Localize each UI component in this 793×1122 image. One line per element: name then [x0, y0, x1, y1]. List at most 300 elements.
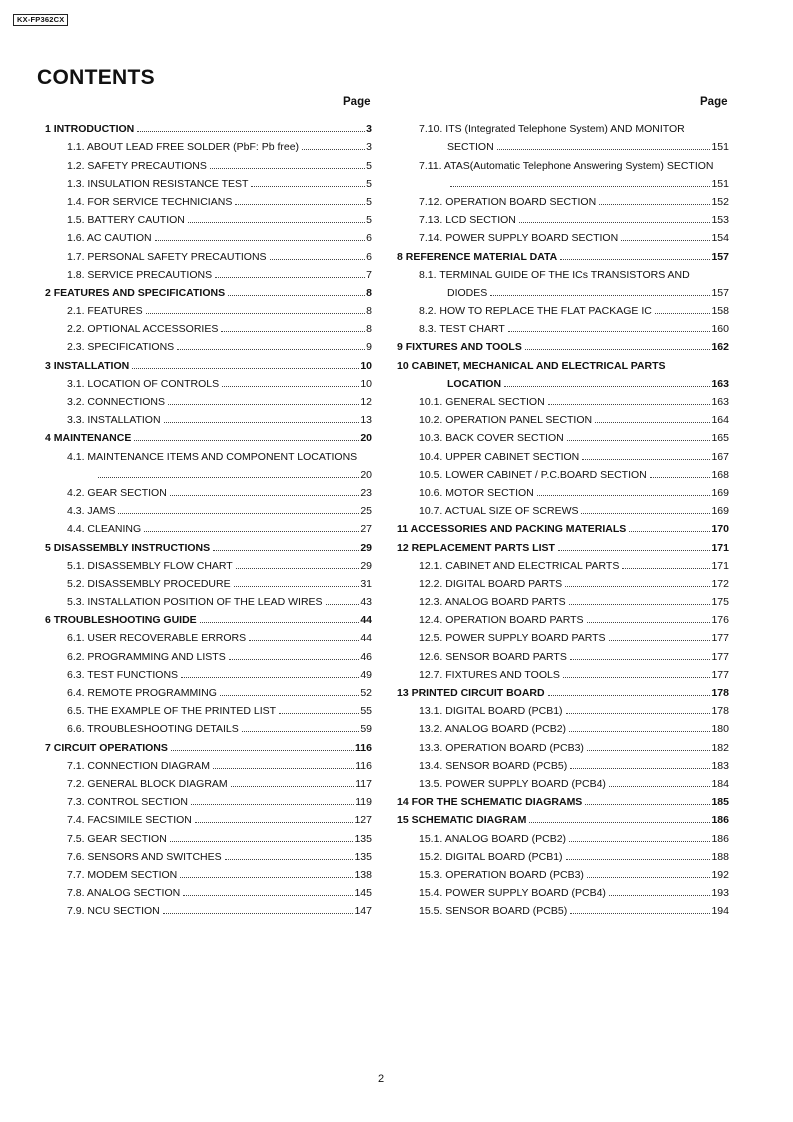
dot-leader	[599, 203, 710, 205]
toc-entry-page: 192	[711, 868, 729, 881]
toc-entry-page: 147	[354, 905, 372, 918]
toc-entry-page: 49	[360, 668, 372, 681]
toc-entry-label: 1.4. FOR SERVICE TECHNICIANS	[67, 195, 233, 208]
dot-leader	[251, 185, 365, 187]
toc-entry-page: 172	[711, 577, 729, 590]
toc-entry-label: 2.3. SPECIFICATIONS	[67, 341, 175, 354]
toc-entry[interactable]	[45, 135, 372, 153]
toc-entry-page: 135	[354, 850, 372, 863]
dot-leader	[188, 221, 365, 223]
toc-entry-page: 116	[355, 759, 372, 772]
toc-entry[interactable]	[45, 845, 372, 863]
toc-entry[interactable]	[45, 681, 372, 699]
toc-entry[interactable]	[397, 408, 729, 426]
dot-leader	[236, 567, 360, 569]
toc-entry-label: 15.4. POWER SUPPLY BOARD (PCB4)	[419, 887, 606, 900]
toc-entry-page: 29	[360, 559, 372, 572]
toc-entry-label: 15.2. DIGITAL BOARD (PCB1)	[419, 850, 563, 863]
toc-entry[interactable]	[397, 426, 729, 444]
dot-leader	[566, 712, 711, 714]
dot-leader	[655, 312, 711, 314]
dot-leader	[213, 767, 354, 769]
dot-leader	[177, 348, 365, 350]
toc-entry-label: 7.7. MODEM SECTION	[67, 868, 178, 881]
toc-entry[interactable]	[45, 172, 372, 190]
toc-entry[interactable]	[397, 263, 729, 281]
toc-entry[interactable]	[45, 281, 372, 299]
toc-entry[interactable]	[45, 263, 372, 281]
toc-entry-label: DIODES	[447, 286, 488, 299]
toc-entry-page: 5	[366, 214, 372, 227]
page-number: 2	[378, 1073, 385, 1085]
toc-entry-label: 7.9. NCU SECTION	[67, 905, 160, 918]
toc-entry-page: 163	[711, 377, 729, 390]
toc-entry[interactable]	[45, 772, 372, 790]
toc-entry[interactable]	[397, 572, 729, 590]
toc-entry[interactable]	[45, 372, 372, 390]
toc-entry[interactable]	[397, 299, 729, 317]
toc-entry-label: 1.5. BATTERY CAUTION	[67, 214, 185, 227]
toc-entry-page: 162	[711, 341, 729, 354]
dot-leader	[595, 421, 710, 423]
dot-leader	[582, 458, 710, 460]
toc-entry[interactable]	[45, 717, 372, 735]
toc-entry[interactable]	[45, 663, 372, 681]
dot-leader	[508, 330, 711, 332]
toc-entry[interactable]	[45, 535, 372, 553]
toc-entry-label: 5.2. DISASSEMBLY PROCEDURE	[67, 577, 231, 590]
dot-leader	[228, 294, 365, 296]
dot-leader	[195, 821, 354, 823]
toc-entry-page: 10	[360, 377, 372, 390]
toc-entry-label: 15 SCHEMATIC DIAGRAM	[397, 814, 527, 827]
toc-entry[interactable]	[397, 808, 729, 826]
toc-entry-label: 1.8. SERVICE PRECAUTIONS	[67, 268, 213, 281]
toc-entry[interactable]	[397, 644, 729, 662]
toc-entry[interactable]	[397, 153, 729, 171]
toc-entry-page: 158	[711, 305, 729, 318]
toc-entry-label: 12.4. OPERATION BOARD PARTS	[419, 614, 584, 627]
dot-leader	[215, 276, 365, 278]
toc-entry-page: 164	[711, 414, 729, 427]
toc-entry-page: 20	[360, 432, 372, 445]
toc-entry-label: 3 INSTALLATION	[45, 359, 130, 372]
dot-leader	[622, 567, 710, 569]
toc-entry[interactable]	[397, 899, 729, 917]
toc-entry[interactable]	[397, 790, 729, 808]
dot-leader	[529, 821, 710, 823]
toc-entry-label: 3.3. INSTALLATION	[67, 414, 161, 427]
toc-entry-label: 12.5. POWER SUPPLY BOARD PARTS	[419, 632, 606, 645]
toc-entry[interactable]	[45, 153, 372, 171]
toc-entry-page: 25	[360, 505, 372, 518]
toc-entry-page: 117	[355, 777, 372, 790]
toc-entry[interactable]	[397, 535, 729, 553]
toc-entry-label: 7.14. POWER SUPPLY BOARD SECTION	[419, 232, 619, 245]
dot-leader	[567, 439, 711, 441]
dot-leader	[225, 858, 354, 860]
toc-entry-label: 10.1. GENERAL SECTION	[419, 396, 545, 408]
toc-entry-label: 7.10. ITS (Integrated Telephone System) AND MONITOR	[419, 123, 685, 136]
toc-entry-label: 4.4. CLEANING	[67, 523, 142, 536]
toc-entry-page: 5	[366, 159, 372, 172]
toc-entry[interactable]	[45, 899, 372, 917]
toc-entry-label: 12 REPLACEMENT PARTS LIST	[397, 541, 555, 554]
toc-entry-page: 31	[360, 577, 372, 590]
toc-entry-label: 4.1. MAINTENANCE ITEMS AND COMPONENT LOCATIONS	[67, 450, 358, 463]
toc-entry-label: 8.1. TERMINAL GUIDE OF THE ICs TRANSISTORS AND	[419, 268, 690, 281]
toc-entry-page: 6	[366, 232, 372, 245]
dot-leader	[168, 403, 359, 405]
dot-leader	[629, 530, 710, 532]
toc-entry-label: 1.1. ABOUT LEAD FREE SOLDER (PbF: Pb free)	[67, 141, 300, 154]
toc-entry-label: 10.5. LOWER CABINET / P.C.BOARD SECTION	[419, 468, 647, 481]
toc-entry-page: 23	[360, 486, 372, 499]
toc-entry[interactable]	[45, 626, 372, 644]
dot-leader	[229, 658, 360, 660]
toc-entry[interactable]	[45, 444, 372, 462]
dot-leader	[221, 330, 365, 332]
toc-entry[interactable]	[397, 208, 729, 226]
toc-entry-page: 151	[711, 141, 729, 154]
toc-entry[interactable]	[397, 463, 729, 481]
toc-entry[interactable]	[397, 699, 729, 717]
toc-entry-label: 7.2. GENERAL BLOCK DIAGRAM	[67, 777, 228, 790]
toc-entry[interactable]	[397, 499, 729, 517]
toc-entry[interactable]	[45, 408, 372, 426]
toc-entry[interactable]	[397, 190, 729, 208]
toc-entry-label: 7.1. CONNECTION DIAGRAM	[67, 759, 210, 772]
dot-leader	[137, 130, 365, 132]
toc-entry[interactable]	[397, 317, 729, 335]
toc-entry[interactable]	[45, 335, 372, 353]
page-column-header-left: Page	[343, 96, 371, 108]
toc-entry-page: 52	[360, 687, 372, 699]
dot-leader	[566, 858, 711, 860]
toc-entry-label: 6.4. REMOTE PROGRAMMING	[67, 687, 217, 699]
dot-leader	[563, 676, 711, 678]
toc-entry[interactable]	[45, 208, 372, 226]
toc-entry[interactable]	[397, 554, 729, 572]
dot-leader	[569, 730, 710, 732]
dot-leader	[235, 203, 365, 205]
toc-entry-page: 135	[354, 832, 372, 845]
toc-entry-label: 12.2. DIGITAL BOARD PARTS	[419, 577, 563, 590]
toc-entry-label: 6.1. USER RECOVERABLE ERRORS	[67, 632, 247, 645]
toc-entry[interactable]	[45, 481, 372, 499]
toc-entry[interactable]	[45, 790, 372, 808]
toc-entry-label: 4.3. JAMS	[67, 505, 116, 518]
dot-leader	[326, 603, 360, 605]
toc-entry-label: 9 FIXTURES AND TOOLS	[397, 341, 522, 354]
toc-entry-page: 194	[711, 905, 729, 918]
toc-entry[interactable]	[45, 499, 372, 517]
toc-entry-label: 7.5. GEAR SECTION	[67, 832, 167, 845]
toc-entry-page: 171	[711, 559, 729, 572]
dot-leader	[164, 421, 360, 423]
toc-entry-page: 168	[711, 468, 729, 481]
dot-leader	[585, 803, 710, 805]
toc-entry-label: 5 DISASSEMBLY INSTRUCTIONS	[45, 541, 211, 554]
toc-entry-page: 176	[711, 614, 729, 627]
toc-entry[interactable]	[45, 808, 372, 826]
toc-entry[interactable]	[45, 244, 372, 262]
toc-entry-page: 175	[711, 596, 729, 609]
dot-leader	[146, 312, 365, 314]
toc-entry[interactable]	[397, 281, 729, 299]
toc-entry-label: 10.3. BACK COVER SECTION	[419, 432, 564, 445]
toc-entry[interactable]	[397, 845, 729, 863]
toc-entry-page: 3	[366, 123, 372, 136]
dot-leader	[170, 840, 354, 842]
toc-entry[interactable]	[45, 826, 372, 844]
dot-leader	[587, 876, 711, 878]
toc-entry-page: 180	[711, 723, 729, 736]
toc-entry-page: 152	[711, 195, 729, 208]
toc-entry-page: 167	[711, 450, 729, 463]
dot-leader	[118, 512, 359, 514]
toc-entry-page: 43	[360, 596, 372, 609]
toc-entry[interactable]	[397, 353, 729, 371]
toc-entry-label: 1.6. AC CAUTION	[67, 232, 152, 245]
toc-entry-label: 8.2. HOW TO REPLACE THE FLAT PACKAGE IC	[419, 305, 652, 318]
toc-entry[interactable]	[397, 881, 729, 899]
toc-entry[interactable]	[397, 717, 729, 735]
toc-entry[interactable]	[45, 735, 372, 753]
toc-entry-page: 13	[360, 414, 372, 427]
toc-entry-label: 13.2. ANALOG BOARD (PCB2)	[419, 723, 567, 736]
toc-entry-label: 7.12. OPERATION BOARD SECTION	[419, 195, 597, 208]
dot-leader	[242, 730, 360, 732]
dot-leader	[570, 658, 711, 660]
toc-entry-label: 7.4. FACSIMILE SECTION	[67, 814, 192, 827]
dot-leader	[558, 549, 711, 551]
dot-leader	[144, 530, 359, 532]
toc-entry-label: 5.3. INSTALLATION POSITION OF THE LEAD WIRES	[67, 596, 323, 609]
toc-entry-label: 7.8. ANALOG SECTION	[67, 887, 181, 900]
toc-entry-label: 10.4. UPPER CABINET SECTION	[419, 450, 580, 463]
toc-entry[interactable]	[45, 881, 372, 899]
toc-entry-label: 1.2. SAFETY PRECAUTIONS	[67, 159, 207, 172]
toc-entry[interactable]	[45, 117, 372, 135]
toc-entry[interactable]	[397, 226, 729, 244]
toc-entry[interactable]	[45, 463, 372, 481]
toc-entry-label: 7.13. LCD SECTION	[419, 214, 516, 227]
dot-leader	[180, 876, 353, 878]
toc-entry-page: 29	[360, 541, 372, 554]
dot-leader	[650, 476, 711, 478]
dot-leader	[569, 603, 711, 605]
toc-entry-page: 20	[360, 468, 372, 481]
dot-leader	[170, 494, 360, 496]
dot-leader	[302, 148, 365, 150]
toc-entry-label: 13.1. DIGITAL BOARD (PCB1)	[419, 705, 563, 718]
toc-entry-label: 10 CABINET, MECHANICAL AND ELECTRICAL PARTS	[397, 359, 666, 372]
toc-entry[interactable]	[45, 590, 372, 608]
toc-entry-label: 1.7. PERSONAL SAFETY PRECAUTIONS	[67, 250, 267, 263]
dot-leader	[279, 712, 359, 714]
toc-entry[interactable]	[397, 826, 729, 844]
dot-leader	[581, 512, 710, 514]
toc-entry-page: 178	[711, 687, 729, 699]
toc-entry-page: 27	[360, 523, 372, 536]
toc-entry-label: 4.2. GEAR SECTION	[67, 486, 167, 499]
toc-entry-label: 6.6. TROUBLESHOOTING DETAILS	[67, 723, 239, 736]
toc-entry-page: 5	[366, 177, 372, 190]
dot-leader	[537, 494, 711, 496]
toc-entry[interactable]	[45, 572, 372, 590]
page-title: CONTENTS	[37, 66, 155, 89]
toc-entry-page: 169	[711, 505, 729, 518]
toc-entry-page: 157	[711, 286, 729, 299]
toc-entry[interactable]	[397, 481, 729, 499]
dot-leader	[609, 785, 711, 787]
toc-entry[interactable]	[45, 299, 372, 317]
toc-entry-label: 13 PRINTED CIRCUIT BOARD	[397, 687, 545, 699]
toc-entry-page: 186	[711, 832, 729, 845]
toc-entry-label: 15.1. ANALOG BOARD (PCB2)	[419, 832, 567, 845]
toc-entry-page: 59	[360, 723, 372, 736]
toc-entry-page: 193	[711, 887, 729, 900]
dot-leader	[171, 749, 354, 751]
toc-entry-label: 7.11. ATAS(Automatic Telephone Answering System) SECTION	[419, 159, 714, 172]
dot-leader	[525, 348, 711, 350]
toc-entry[interactable]	[45, 554, 372, 572]
toc-entry[interactable]	[45, 863, 372, 881]
toc-entry-label: 12.3. ANALOG BOARD PARTS	[419, 596, 566, 609]
toc-entry[interactable]	[397, 172, 729, 190]
toc-entry-page: 183	[711, 759, 729, 772]
toc-entry-label: SECTION	[447, 141, 494, 154]
page-column-header-right: Page	[700, 96, 728, 108]
toc-entry-label: 1 INTRODUCTION	[45, 123, 135, 136]
toc-entry-label: 14 FOR THE SCHEMATIC DIAGRAMS	[397, 796, 583, 809]
toc-entry-page: 170	[711, 523, 729, 536]
dot-leader	[570, 912, 710, 914]
toc-entry[interactable]	[45, 226, 372, 244]
toc-entry[interactable]	[397, 244, 729, 262]
toc-entry-page: 178	[711, 705, 729, 718]
toc-entry-label: 11 ACCESSORIES AND PACKING MATERIALS	[397, 523, 627, 536]
toc-entry-page: 163	[711, 396, 729, 408]
toc-entry-page: 177	[711, 650, 729, 663]
toc-entry-page: 157	[711, 250, 729, 263]
toc-entry[interactable]	[45, 608, 372, 626]
toc-entry[interactable]	[45, 517, 372, 535]
toc-entry-page: 160	[711, 323, 729, 336]
toc-entry-page: 169	[711, 486, 729, 499]
toc-entry-label: 6.5. THE EXAMPLE OF THE PRINTED LIST	[67, 705, 277, 718]
toc-entry-label: 6 TROUBLESHOOTING GUIDE	[45, 614, 197, 627]
toc-entry-label: 10.7. ACTUAL SIZE OF SCREWS	[419, 505, 579, 518]
toc-entry-page: 154	[711, 232, 729, 245]
toc-entry[interactable]	[397, 590, 729, 608]
toc-entry[interactable]	[397, 735, 729, 753]
toc-entry[interactable]	[397, 517, 729, 535]
dot-leader	[621, 239, 710, 241]
dot-leader	[490, 294, 710, 296]
toc-entry-page: 9	[366, 341, 372, 354]
toc-entry[interactable]	[397, 335, 729, 353]
dot-leader	[134, 439, 359, 441]
toc-entry-page: 119	[355, 796, 372, 809]
toc-entry[interactable]	[45, 426, 372, 444]
dot-leader	[132, 367, 359, 369]
dot-leader	[548, 694, 711, 696]
dot-leader	[200, 621, 360, 623]
toc-entry-page: 165	[711, 432, 729, 445]
toc-entry-page: 182	[711, 741, 729, 754]
dot-leader	[181, 676, 359, 678]
dot-leader	[155, 239, 366, 241]
toc-entry-label: 8.3. TEST CHART	[419, 323, 505, 336]
toc-entry-page: 12	[360, 396, 372, 408]
dot-leader	[609, 639, 711, 641]
toc-entry[interactable]	[397, 681, 729, 699]
dot-leader	[497, 148, 711, 150]
toc-entry-label: 4 MAINTENANCE	[45, 432, 132, 445]
toc-column-left	[45, 117, 372, 917]
dot-leader	[450, 185, 710, 187]
toc-entry[interactable]	[397, 372, 729, 390]
toc-entry-label: 1.3. INSULATION RESISTANCE TEST	[67, 177, 249, 190]
toc-entry-page: 138	[354, 868, 372, 881]
toc-entry-label: 7.3. CONTROL SECTION	[67, 796, 188, 809]
toc-entry[interactable]	[45, 644, 372, 662]
toc-entry-page: 127	[354, 814, 372, 827]
toc-entry[interactable]	[397, 754, 729, 772]
toc-entry[interactable]	[397, 663, 729, 681]
dot-leader	[210, 167, 365, 169]
toc-entry-page: 184	[711, 777, 729, 790]
toc-entry[interactable]	[45, 190, 372, 208]
toc-entry-label: 10.6. MOTOR SECTION	[419, 486, 534, 499]
toc-entry[interactable]	[45, 699, 372, 717]
toc-entry-label: 15.3. OPERATION BOARD (PCB3)	[419, 868, 584, 881]
dot-leader	[234, 585, 360, 587]
toc-entry[interactable]	[397, 608, 729, 626]
toc-entry-page: 8	[366, 286, 372, 299]
dot-leader	[504, 385, 710, 387]
toc-entry-label: 13.3. OPERATION BOARD (PCB3)	[419, 741, 584, 754]
toc-entry[interactable]	[397, 117, 729, 135]
toc-entry-page: 8	[366, 323, 372, 336]
toc-entry[interactable]	[397, 444, 729, 462]
toc-entry[interactable]	[45, 317, 372, 335]
toc-entry-page: 177	[711, 668, 729, 681]
toc-entry[interactable]	[397, 626, 729, 644]
toc-entry[interactable]	[45, 754, 372, 772]
toc-entry-label: 6.2. PROGRAMMING AND LISTS	[67, 650, 226, 663]
toc-entry-page: 44	[360, 614, 372, 627]
toc-entry-page: 185	[711, 796, 729, 809]
toc-entry[interactable]	[45, 353, 372, 371]
dot-leader	[548, 403, 711, 405]
toc-entry[interactable]	[397, 390, 729, 408]
toc-entry[interactable]	[397, 863, 729, 881]
toc-entry[interactable]	[397, 135, 729, 153]
dot-leader	[570, 767, 710, 769]
toc-entry-label: 6.3. TEST FUNCTIONS	[67, 668, 179, 681]
dot-leader	[587, 749, 711, 751]
toc-entry[interactable]	[45, 390, 372, 408]
dot-leader	[183, 894, 353, 896]
toc-entry-page: 8	[366, 305, 372, 318]
toc-entry[interactable]	[397, 772, 729, 790]
dot-leader	[220, 694, 359, 696]
dot-leader	[249, 639, 359, 641]
toc-entry-label: 12.7. FIXTURES AND TOOLS	[419, 668, 560, 681]
